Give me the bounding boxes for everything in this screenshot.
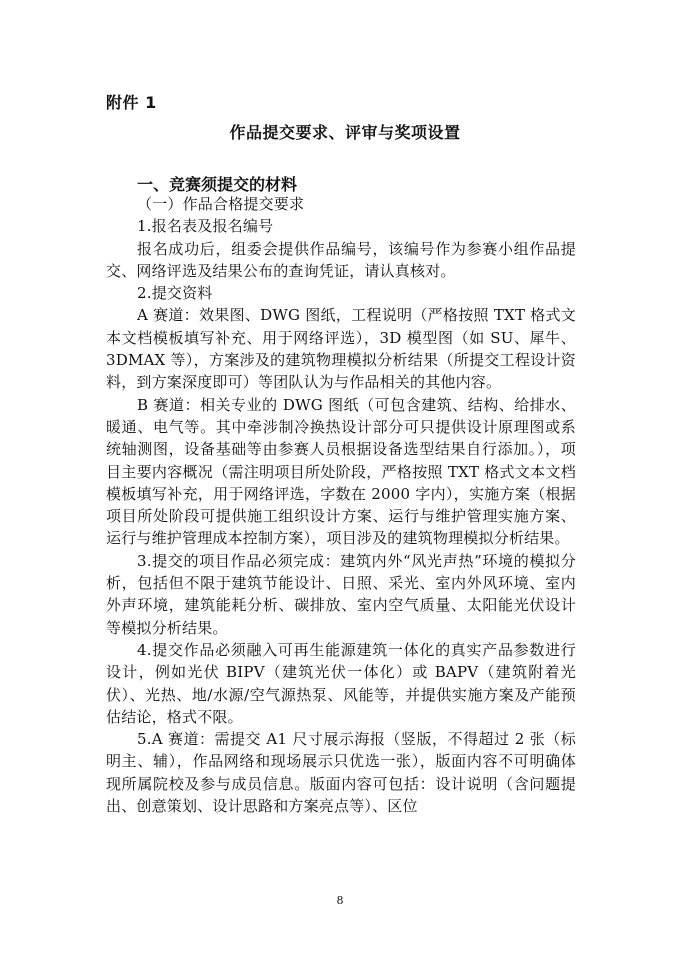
section-heading: 一、竞赛须提交的材料 xyxy=(137,175,298,194)
annex-label: 附件 1 xyxy=(106,93,157,112)
document-title: 作品提交要求、评审与奖项设置 xyxy=(229,123,461,142)
item-heading-materials: 2.提交资料 xyxy=(137,284,213,303)
page-number: 8 xyxy=(336,894,344,907)
paragraph-registration: 报名成功后，组委会提供作品编号，该编号作为参赛小组作品提交、网络评选及结果公布的查询凭证，请认真核对。 xyxy=(106,239,576,280)
item-heading-registration: 1.报名表及报名编号 xyxy=(137,217,274,236)
document-body xyxy=(106,193,576,817)
paragraph-simulation: 3.提交的项目作品必须完成：建筑内外“风光声热”环境的模拟分析，包括但不限于建筑节能设计、日照、采光、室内外风环境、室内外声环境，建筑能耗分析、碳排放、室内空气质量、太阳能光伏设计等模拟分析结果。 xyxy=(106,551,576,637)
subsection-heading: （一）作品合格提交要求 xyxy=(137,195,305,213)
paragraph-track-b: B 赛道：相关专业的 DWG 图纸（可包含建筑、结构、给排水、暖通、电气等。其中牵涉制冷换热设计部分可只提供设计原理图或系统轴测图，设备基础等由参赛人员根据设备选型结果自行添加。），项目主要内容概况（需注明项目所处阶段，严格按照 TXT 格式文本文档模板填写补充，用于网络评选，字数在 2000 字内），实施方案（根据项目所处阶段可提供施工组织设计方案、运行与维护管理实施方案、运行与维护管理成本控制方案），项目涉及的建筑物理模拟分析结果。 xyxy=(106,395,576,548)
paragraph-renewable: 4.提交作品必须融入可再生能源建筑一体化的真实产品参数进行设计，例如光伏 BIPV（建筑光伏一体化）或 BAPV（建筑附着光伏）、光热、地/水源/空气源热泵、风能等，并提供实施方案及产能预估结论，格式不限。 xyxy=(106,640,576,726)
paragraph-track-a: A 赛道：效果图、DWG 图纸，工程说明（严格按照 TXT 格式文本文档模板填写补充、用于网络评选），3D 模型图（如 SU、犀牛、3DMAX 等），方案涉及的建筑物理模拟分析结果（所提交工程设计资料，到方案深度即可）等团队认为与作品相关的其他内容。 xyxy=(106,306,576,392)
paragraph-poster: 5.A 赛道：需提交 A1 尺寸展示海报（竖版，不得超过 2 张（标明主、辅），作品网络和现场展示只优选一张），版面内容不可明确体现所属院校及参与成员信息。版面内容可包括：设计说明（含问题提出、创意策划、设计思路和方案亮点等）、区位 xyxy=(106,730,576,816)
